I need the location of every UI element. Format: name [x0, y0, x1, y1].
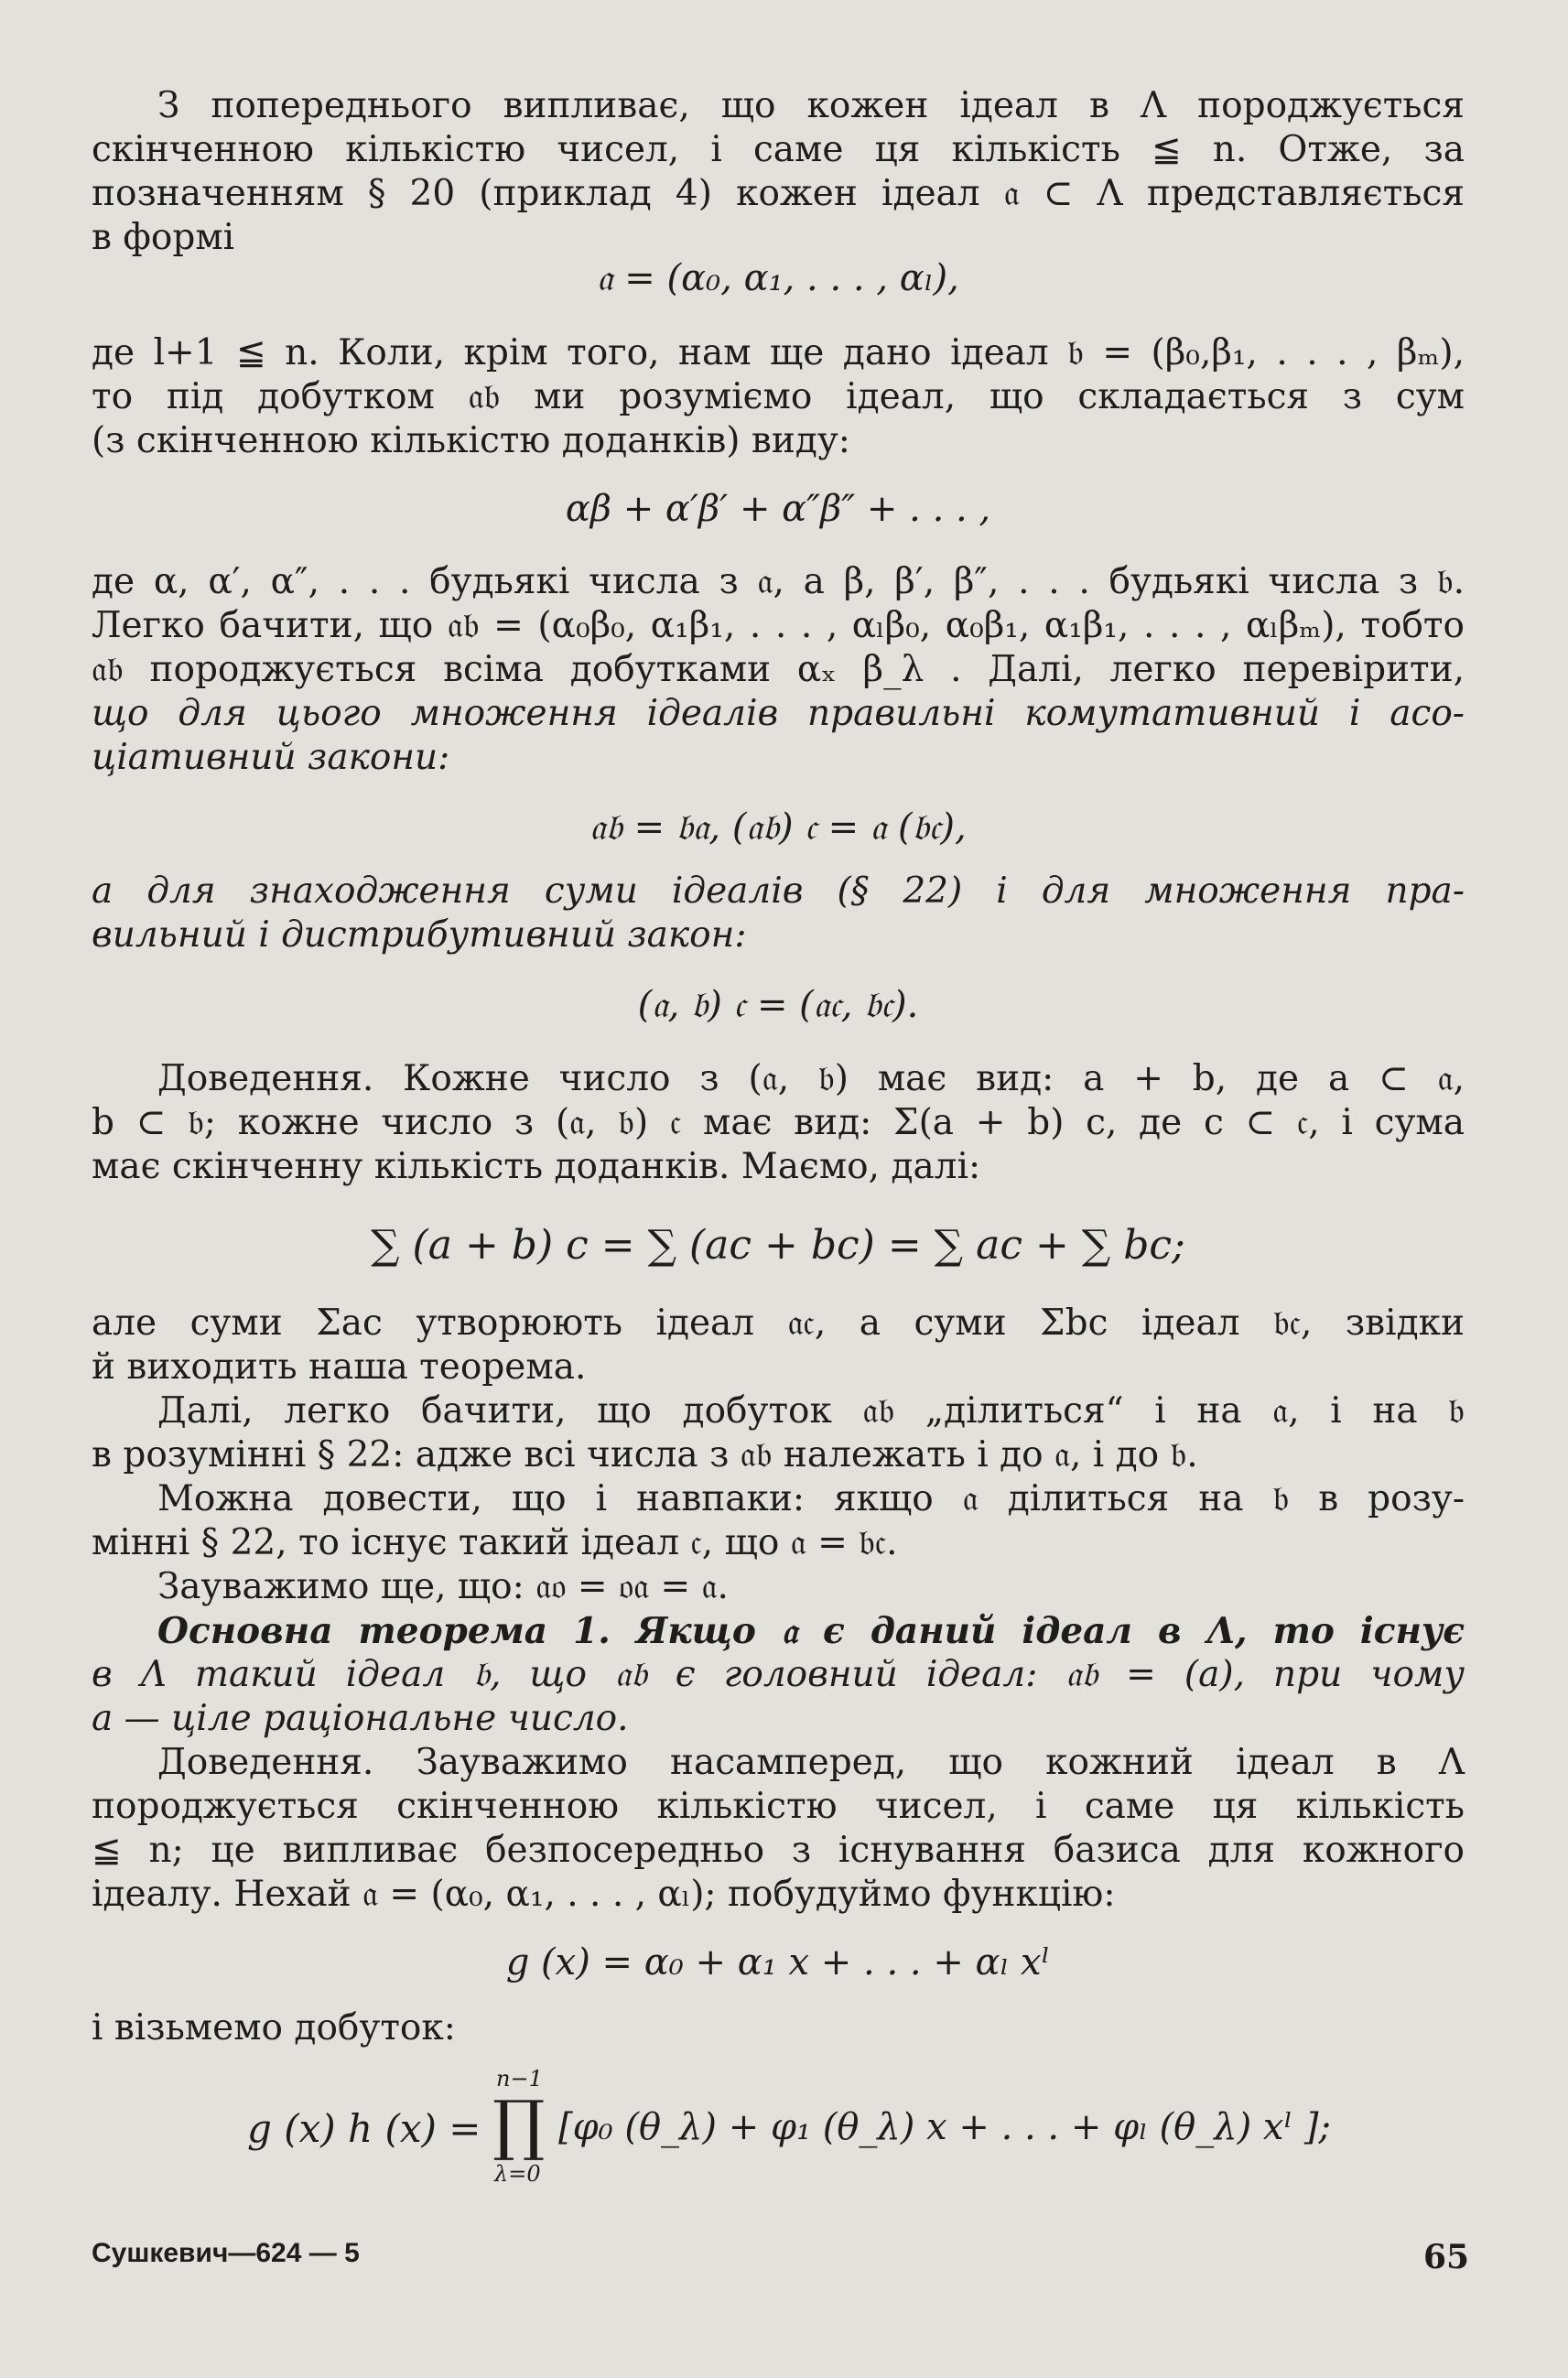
text-line: що для цього множення ідеалів правильні комутативний і асо-: [92, 693, 1465, 734]
page-number: 65: [1423, 2238, 1470, 2276]
text-line: ціативний закони:: [92, 737, 450, 778]
text-line: де l+1 ≦ n. Коли, крім того, нам ще дано ідеал 𝔟 = (β₀,β₁, . . . , βₘ),: [92, 332, 1465, 373]
text-line: Можна довести, що і навпаки: якщо 𝔞 ділиться на 𝔟 в розу-: [157, 1478, 1465, 1519]
text-line: Доведення. Зауважимо насамперед, що кожний ідеал в Λ: [157, 1742, 1465, 1783]
paragraph-6: [92, 1302, 1465, 1917]
paragraph-4: [92, 870, 1465, 957]
theorem-line: Основна теорема 1. Якщо 𝔞 є даний ідеал в Λ, то існує: [157, 1610, 1465, 1652]
formula-commutative-associative: 𝔞𝔟 = 𝔟𝔞, (𝔞𝔟) 𝔠 = 𝔞 (𝔟𝔠),: [589, 806, 967, 849]
formula-sum-expansion: ∑ (a + b) c = ∑ (ac + bc) = ∑ ac + ∑ bc;: [371, 1222, 1185, 1269]
product-symbol: ∏: [492, 2086, 546, 2163]
text-line: b ⊂ 𝔟; кожне число з (𝔞, 𝔟) 𝔠 має вид: Σ(a + b) c, де c ⊂ 𝔠, і сума: [92, 1102, 1465, 1143]
paragraph-3: [92, 560, 1465, 780]
text-line: в формі: [92, 217, 235, 258]
text-line: має скінченну кількість доданків. Маємо, далі:: [92, 1146, 981, 1187]
formula-ideal-a: 𝔞 = (α₀, α₁, . . . , αₗ),: [597, 257, 959, 299]
paragraph-2: [92, 331, 1465, 463]
formula-g-function: g (x) = α₀ + α₁ x + . . . + αₗ xˡ: [505, 1941, 1051, 1983]
text-line: скінченною кількістю чисел, і саме ця кількість ≦ n. Отже, за: [92, 129, 1465, 170]
text-line: З попереднього випливає, що кожен ідеал в Λ породжується: [157, 85, 1465, 126]
text-line: породжується скінченною кількістю чисел, і саме ця кількість: [92, 1786, 1465, 1827]
text-line: вильний і дистрибутивний закон:: [92, 914, 747, 956]
text-line: Зауважимо ще, що: 𝔞𝔬 = 𝔬𝔞 = 𝔞.: [157, 1566, 729, 1607]
text-line: Доведення. Кожне число з (𝔞, 𝔟) має вид: a + b, де a ⊂ 𝔞,: [157, 1058, 1465, 1099]
paragraph-5: [92, 1057, 1465, 1189]
product-rhs: [φ₀ (θ_λ) + φ₁ (θ_λ) x + . . . + φₗ (θ_λ) xˡ ];: [558, 2106, 1331, 2148]
paragraph-1: [92, 84, 1465, 260]
text-line: Далі, легко бачити, що добуток 𝔞𝔟 „ділиться“ і на 𝔞, і на 𝔟: [157, 1390, 1465, 1432]
paragraph-7: [92, 2006, 1465, 2050]
formula-product: [247, 2066, 1346, 2187]
text-line: але суми Σac утворюють ідеал 𝔞𝔠, а суми Σbc ідеал 𝔟𝔠, звідки: [92, 1302, 1465, 1344]
text-line: Легко бачити, що 𝔞𝔟 = (α₀β₀, α₁β₁, . . . , αₗβ₀, α₀β₁, α₁β₁, . . . , αₗβₘ), тобто: [92, 605, 1465, 646]
theorem-line: в Λ такий ідеал 𝔟, що 𝔞𝔟 є головний ідеал: 𝔞𝔟 = (a), при чому: [92, 1654, 1465, 1695]
text-line: 𝔞𝔟 породжується всіма добутками αₓ β_λ . Далі, легко перевірити,: [92, 649, 1465, 690]
text-line: позначенням § 20 (приклад 4) кожен ідеал 𝔞 ⊂ Λ представляється: [92, 173, 1465, 214]
text-line: (з скінченною кількістю доданків) виду:: [92, 420, 850, 461]
text-line: то під добутком 𝔞𝔟 ми розуміємо ідеал, що складається з сум: [92, 376, 1465, 417]
product-lower-limit: λ=0: [494, 2161, 541, 2187]
text-line: де α, α′, α″, . . . будьякі числа з 𝔞, а β, β′, β″, . . . будьякі числа з 𝔟.: [92, 561, 1465, 602]
theorem-line: a — ціле раціональне число.: [92, 1698, 629, 1739]
text-line: мінні § 22, то існує такий ідеал 𝔠, що 𝔞 = 𝔟𝔠.: [92, 1522, 898, 1563]
product-upper-limit: n−1: [496, 2066, 543, 2092]
text-line: і візьмемо добуток:: [92, 2007, 456, 2048]
text-line: й виходить наша теорема.: [92, 1346, 587, 1388]
product-lhs: g (x) h (x) =: [247, 2106, 481, 2151]
text-line: ідеалу. Нехай 𝔞 = (α₀, α₁, . . . , αₗ); побудуймо функцію:: [92, 1874, 1116, 1915]
formula-sum-products: αβ + α′β′ + α″β″ + . . . ,: [565, 488, 991, 530]
text-line: а для знаходження суми ідеалів (§ 22) і для множення пра-: [92, 870, 1465, 912]
footer-signature: Сушкевич—624 — 5: [92, 2238, 360, 2268]
text-line: ≦ n; це випливає безпосередньо з існування базиса для кожного: [92, 1830, 1465, 1871]
formula-distributive: (𝔞, 𝔟) 𝔠 = (𝔞𝔠, 𝔟𝔠).: [637, 984, 919, 1026]
text-line: в розумінні § 22: адже всі числа з 𝔞𝔟 належать і до 𝔞, і до 𝔟.: [92, 1434, 1198, 1475]
